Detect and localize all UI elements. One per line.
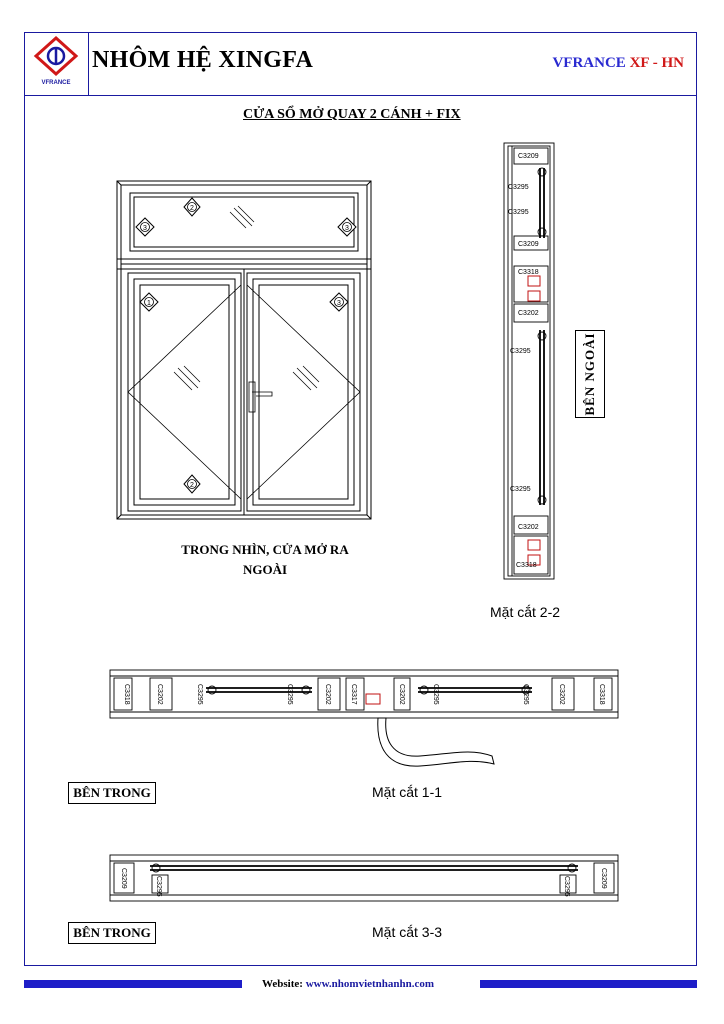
profile-label: C3209 (600, 868, 607, 889)
footer-bar-left (24, 980, 242, 988)
profile-label: C3318 (516, 562, 537, 569)
profile-label: C3318 (123, 684, 130, 705)
profile-label: C3295 (563, 876, 570, 897)
profile-label: C3295 (196, 684, 203, 705)
profile-label: C3202 (324, 684, 331, 705)
drawing-title: CỬA SỔ MỞ QUAY 2 CÁNH + FIX (243, 107, 461, 122)
svg-text:1: 1 (147, 300, 151, 307)
section-3-3-caption: Mặt cắt 3-3 (372, 924, 443, 940)
section-2-2-caption: Mặt cắt 2-2 (490, 604, 561, 620)
footer-website (262, 978, 434, 990)
footer-bar-right (480, 980, 697, 988)
section-3-3-drawing (110, 855, 618, 901)
marker-2-bottom (184, 475, 200, 493)
marker-3-sash (330, 293, 348, 311)
profile-label: C3295 (508, 184, 529, 191)
profile-label: C3295 (508, 209, 529, 216)
inside-label-3: BÊN TRONG (68, 922, 156, 944)
profile-label: C3295 (522, 684, 529, 705)
website-link[interactable]: www.nhomvietnhanhn.com (305, 978, 435, 990)
profile-label: C3202 (156, 684, 163, 705)
view-note (150, 540, 380, 580)
profile-label: C3318 (518, 269, 539, 276)
profile-label: C3209 (518, 153, 539, 160)
svg-text:2: 2 (190, 205, 194, 212)
section-1-1-hardware (366, 694, 380, 704)
svg-text:3: 3 (143, 225, 147, 232)
brand-title: NHÔM HỆ XINGFA (92, 47, 314, 73)
marker-3-right (338, 218, 356, 236)
profile-label: C3295 (510, 486, 531, 493)
section-1-1-caption: Mặt cắt 1-1 (372, 784, 443, 800)
view-note-line2: NGOÀI (242, 562, 288, 577)
section-2-2-hardware (528, 276, 540, 565)
profile-label: C3317 (350, 684, 357, 705)
inside-label-1: BÊN TRONG (68, 782, 156, 804)
marker-1-sash (140, 293, 158, 311)
profile-label: C3202 (398, 684, 405, 705)
profile-label: C3295 (510, 348, 531, 355)
code-blue: VFRANCE (552, 55, 626, 71)
view-note-line1: TRONG NHÌN, CỬA MỞ RA (181, 542, 349, 557)
profile-label: C3295 (432, 684, 439, 705)
profile-label: C3295 (286, 684, 293, 705)
profile-label: C3202 (518, 524, 539, 531)
website-label: Website: (262, 978, 303, 990)
profile-label: C3209 (518, 241, 539, 248)
marker-3-left (136, 218, 154, 236)
outside-label: BÊN NGOÀI (582, 332, 597, 416)
profile-label: C3202 (558, 684, 565, 705)
code-red: XF - HN (629, 55, 684, 71)
marker-2-top (184, 198, 200, 216)
section-1-1-drawing (110, 670, 618, 766)
svg-text:3: 3 (337, 300, 341, 307)
svg-text:3: 3 (345, 225, 349, 232)
logo-text: VFRANCE (41, 80, 71, 86)
profile-label: C3209 (120, 868, 127, 889)
profile-label: C3202 (518, 310, 539, 317)
profile-label: C3318 (598, 684, 605, 705)
window-elevation (117, 181, 371, 519)
svg-text:2: 2 (190, 482, 194, 489)
profile-label: C3295 (155, 876, 162, 897)
